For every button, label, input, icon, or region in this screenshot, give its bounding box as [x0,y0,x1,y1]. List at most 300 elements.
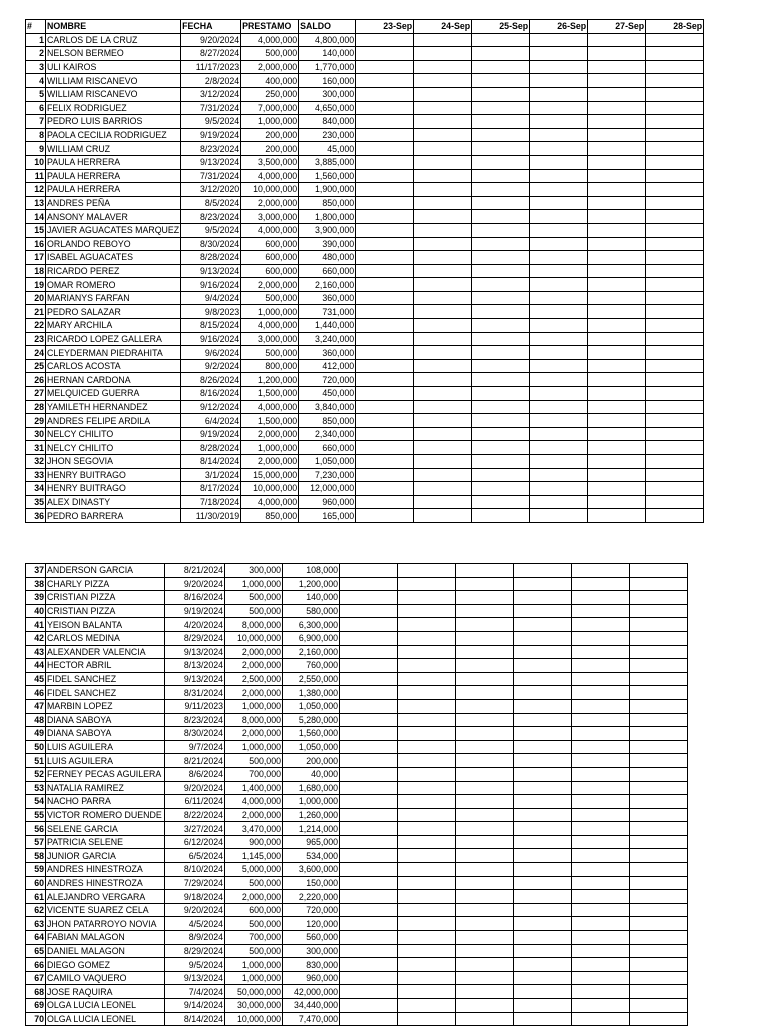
cell-empty-day[interactable] [456,781,514,795]
cell-saldo[interactable]: 6,900,000 [283,631,340,645]
cell-index[interactable]: 18 [26,264,46,278]
cell-empty-day[interactable] [398,808,456,822]
cell-nombre[interactable]: DIANA SABOYA [46,713,165,727]
cell-saldo[interactable]: 165,000 [299,509,356,523]
cell-empty-day[interactable] [398,686,456,700]
cell-saldo[interactable]: 850,000 [299,196,356,210]
cell-index[interactable]: 23 [26,332,46,346]
cell-saldo[interactable]: 3,885,000 [299,155,356,169]
cell-nombre[interactable]: DANIEL MALAGON [46,944,165,958]
cell-empty-day[interactable] [414,87,472,101]
header-saldo[interactable]: SALDO [299,20,356,34]
cell-empty-day[interactable] [398,985,456,999]
cell-empty-day[interactable] [530,346,588,360]
cell-nombre[interactable]: OLGA LUCIA LEONEL [46,1012,165,1026]
cell-empty-day[interactable] [572,781,630,795]
cell-empty-day[interactable] [356,278,414,292]
cell-empty-day[interactable] [514,808,572,822]
cell-fecha[interactable]: 9/18/2024 [165,890,225,904]
cell-empty-day[interactable] [514,917,572,931]
cell-empty-day[interactable] [340,631,398,645]
cell-empty-day[interactable] [588,183,646,197]
cell-fecha[interactable]: 6/12/2024 [165,835,225,849]
cell-empty-day[interactable] [630,699,688,713]
cell-prestamo[interactable]: 500,000 [225,604,283,618]
cell-empty-day[interactable] [588,87,646,101]
cell-index[interactable]: 17 [26,251,46,265]
cell-empty-day[interactable] [414,264,472,278]
cell-empty-day[interactable] [398,713,456,727]
cell-nombre[interactable]: JHON PATARROYO NOVIA [46,917,165,931]
cell-empty-day[interactable] [356,482,414,496]
cell-empty-day[interactable] [414,251,472,265]
cell-fecha[interactable]: 8/21/2024 [165,564,225,578]
cell-empty-day[interactable] [572,713,630,727]
cell-prestamo[interactable]: 600,000 [241,251,299,265]
cell-empty-day[interactable] [530,183,588,197]
cell-empty-day[interactable] [588,319,646,333]
cell-empty-day[interactable] [530,87,588,101]
cell-index[interactable]: 59 [26,863,46,877]
cell-empty-day[interactable] [588,387,646,401]
cell-empty-day[interactable] [572,944,630,958]
cell-fecha[interactable]: 4/20/2024 [165,618,225,632]
cell-empty-day[interactable] [514,999,572,1013]
cell-empty-day[interactable] [398,659,456,673]
cell-empty-day[interactable] [572,795,630,809]
cell-empty-day[interactable] [588,264,646,278]
cell-empty-day[interactable] [472,47,530,61]
cell-empty-day[interactable] [630,903,688,917]
cell-saldo[interactable]: 7,230,000 [299,468,356,482]
cell-prestamo[interactable]: 4,000,000 [241,319,299,333]
cell-prestamo[interactable]: 50,000,000 [225,985,283,999]
cell-empty-day[interactable] [398,903,456,917]
cell-empty-day[interactable] [340,849,398,863]
cell-empty-day[interactable] [588,414,646,428]
cell-prestamo[interactable]: 4,000,000 [241,33,299,47]
cell-empty-day[interactable] [456,944,514,958]
cell-prestamo[interactable]: 500,000 [241,346,299,360]
cell-empty-day[interactable] [414,196,472,210]
cell-saldo[interactable]: 2,550,000 [283,672,340,686]
cell-index[interactable]: 55 [26,808,46,822]
cell-empty-day[interactable] [630,672,688,686]
cell-empty-day[interactable] [472,210,530,224]
cell-empty-day[interactable] [356,183,414,197]
cell-index[interactable]: 61 [26,890,46,904]
cell-saldo[interactable]: 480,000 [299,251,356,265]
cell-nombre[interactable]: FELIX RODRIGUEZ [46,101,181,115]
cell-empty-day[interactable] [356,74,414,88]
cell-empty-day[interactable] [572,767,630,781]
cell-empty-day[interactable] [630,808,688,822]
cell-fecha[interactable]: 8/14/2024 [181,455,241,469]
cell-fecha[interactable]: 9/14/2024 [165,999,225,1013]
header-date-23-sep[interactable]: 23-Sep [356,20,414,34]
cell-prestamo[interactable]: 2,000,000 [241,60,299,74]
cell-nombre[interactable]: NACHO PARRA [46,795,165,809]
cell-empty-day[interactable] [630,835,688,849]
header-index[interactable]: # [26,20,46,34]
cell-fecha[interactable]: 9/16/2024 [181,332,241,346]
cell-nombre[interactable]: ALEXANDER VALENCIA [46,645,165,659]
cell-empty-day[interactable] [456,863,514,877]
cell-empty-day[interactable] [646,128,704,142]
cell-empty-day[interactable] [530,441,588,455]
cell-empty-day[interactable] [588,278,646,292]
cell-empty-day[interactable] [630,577,688,591]
cell-empty-day[interactable] [630,659,688,673]
cell-prestamo[interactable]: 500,000 [225,917,283,931]
cell-empty-day[interactable] [340,645,398,659]
cell-fecha[interactable]: 9/19/2024 [165,604,225,618]
cell-empty-day[interactable] [340,944,398,958]
cell-empty-day[interactable] [414,319,472,333]
cell-empty-day[interactable] [630,999,688,1013]
cell-index[interactable]: 64 [26,931,46,945]
cell-index[interactable]: 54 [26,795,46,809]
cell-saldo[interactable]: 1,214,000 [283,822,340,836]
cell-empty-day[interactable] [356,169,414,183]
cell-prestamo[interactable]: 1,145,000 [225,849,283,863]
cell-empty-day[interactable] [456,822,514,836]
cell-empty-day[interactable] [630,781,688,795]
cell-index[interactable]: 13 [26,196,46,210]
cell-fecha[interactable]: 11/30/2019 [181,509,241,523]
cell-nombre[interactable]: YAMILETH HERNANDEZ [46,400,181,414]
cell-empty-day[interactable] [514,849,572,863]
cell-index[interactable]: 70 [26,1012,46,1026]
cell-saldo[interactable]: 1,800,000 [299,210,356,224]
cell-nombre[interactable]: JHON SEGOVIA [46,455,181,469]
cell-index[interactable]: 57 [26,835,46,849]
cell-nombre[interactable]: MARY ARCHILA [46,319,181,333]
cell-nombre[interactable]: WILLIAM CRUZ [46,142,181,156]
cell-saldo[interactable]: 450,000 [299,387,356,401]
cell-empty-day[interactable] [340,686,398,700]
cell-empty-day[interactable] [514,591,572,605]
cell-prestamo[interactable]: 3,500,000 [241,155,299,169]
cell-empty-day[interactable] [414,387,472,401]
cell-prestamo[interactable]: 2,000,000 [241,196,299,210]
cell-empty-day[interactable] [646,33,704,47]
cell-saldo[interactable]: 412,000 [299,359,356,373]
cell-saldo[interactable]: 160,000 [299,74,356,88]
cell-empty-day[interactable] [572,754,630,768]
cell-empty-day[interactable] [646,291,704,305]
cell-empty-day[interactable] [646,60,704,74]
cell-empty-day[interactable] [472,427,530,441]
cell-index[interactable]: 34 [26,482,46,496]
cell-nombre[interactable]: CARLOS DE LA CRUZ [46,33,181,47]
cell-empty-day[interactable] [588,291,646,305]
cell-nombre[interactable]: ULI KAIROS [46,60,181,74]
cell-fecha[interactable]: 8/14/2024 [165,1012,225,1026]
cell-fecha[interactable]: 11/17/2023 [181,60,241,74]
cell-index[interactable]: 48 [26,713,46,727]
cell-prestamo[interactable]: 600,000 [225,903,283,917]
cell-index[interactable]: 38 [26,577,46,591]
cell-empty-day[interactable] [472,101,530,115]
cell-empty-day[interactable] [530,74,588,88]
cell-index[interactable]: 69 [26,999,46,1013]
cell-empty-day[interactable] [472,155,530,169]
cell-empty-day[interactable] [398,958,456,972]
cell-prestamo[interactable]: 10,000,000 [241,482,299,496]
cell-nombre[interactable]: WILLIAM RISCANEVO [46,87,181,101]
cell-empty-day[interactable] [572,577,630,591]
cell-fecha[interactable]: 8/16/2024 [165,591,225,605]
cell-empty-day[interactable] [530,468,588,482]
cell-empty-day[interactable] [530,305,588,319]
cell-empty-day[interactable] [646,373,704,387]
cell-prestamo[interactable]: 200,000 [241,142,299,156]
cell-empty-day[interactable] [630,727,688,741]
cell-empty-day[interactable] [414,468,472,482]
cell-empty-day[interactable] [414,509,472,523]
cell-index[interactable]: 45 [26,672,46,686]
cell-empty-day[interactable] [646,74,704,88]
cell-empty-day[interactable] [398,849,456,863]
cell-empty-day[interactable] [398,767,456,781]
cell-empty-day[interactable] [530,400,588,414]
cell-prestamo[interactable]: 500,000 [225,944,283,958]
cell-fecha[interactable]: 9/4/2024 [181,291,241,305]
cell-empty-day[interactable] [356,223,414,237]
cell-saldo[interactable]: 580,000 [283,604,340,618]
cell-empty-day[interactable] [398,822,456,836]
cell-empty-day[interactable] [514,903,572,917]
cell-empty-day[interactable] [472,400,530,414]
cell-index[interactable]: 29 [26,414,46,428]
cell-fecha[interactable]: 9/20/2024 [181,33,241,47]
cell-prestamo[interactable]: 700,000 [225,767,283,781]
cell-index[interactable]: 2 [26,47,46,61]
cell-empty-day[interactable] [572,999,630,1013]
cell-empty-day[interactable] [530,196,588,210]
cell-nombre[interactable]: MARIANYS FARFAN [46,291,181,305]
cell-empty-day[interactable] [572,931,630,945]
cell-empty-day[interactable] [414,60,472,74]
cell-index[interactable]: 14 [26,210,46,224]
cell-empty-day[interactable] [514,958,572,972]
cell-empty-day[interactable] [398,604,456,618]
cell-saldo[interactable]: 12,000,000 [299,482,356,496]
cell-empty-day[interactable] [356,305,414,319]
cell-empty-day[interactable] [414,74,472,88]
cell-prestamo[interactable]: 800,000 [241,359,299,373]
cell-nombre[interactable]: JOSE RAQUIRA [46,985,165,999]
cell-saldo[interactable]: 34,440,000 [283,999,340,1013]
cell-fecha[interactable]: 7/18/2024 [181,495,241,509]
cell-saldo[interactable]: 150,000 [283,876,340,890]
cell-empty-day[interactable] [530,264,588,278]
cell-empty-day[interactable] [472,509,530,523]
cell-empty-day[interactable] [472,237,530,251]
cell-prestamo[interactable]: 500,000 [225,591,283,605]
cell-empty-day[interactable] [356,251,414,265]
cell-index[interactable]: 31 [26,441,46,455]
cell-empty-day[interactable] [530,60,588,74]
cell-empty-day[interactable] [588,237,646,251]
cell-empty-day[interactable] [646,264,704,278]
cell-index[interactable]: 10 [26,155,46,169]
cell-empty-day[interactable] [572,917,630,931]
cell-empty-day[interactable] [340,767,398,781]
cell-empty-day[interactable] [572,699,630,713]
cell-empty-day[interactable] [646,223,704,237]
cell-saldo[interactable]: 4,650,000 [299,101,356,115]
cell-empty-day[interactable] [588,251,646,265]
cell-empty-day[interactable] [414,373,472,387]
cell-index[interactable]: 56 [26,822,46,836]
cell-empty-day[interactable] [646,278,704,292]
cell-fecha[interactable]: 8/9/2024 [165,931,225,945]
cell-empty-day[interactable] [356,332,414,346]
cell-empty-day[interactable] [588,155,646,169]
cell-saldo[interactable]: 1,200,000 [283,577,340,591]
cell-empty-day[interactable] [456,727,514,741]
cell-empty-day[interactable] [414,291,472,305]
cell-empty-day[interactable] [588,101,646,115]
cell-empty-day[interactable] [398,699,456,713]
cell-nombre[interactable]: ANDRES FELIPE ARDILA [46,414,181,428]
cell-nombre[interactable]: JAVIER AGUACATES MARQUEZ [47,225,180,236]
cell-nombre[interactable]: ORLANDO REBOYO [46,237,181,251]
cell-fecha[interactable]: 9/5/2024 [181,115,241,129]
cell-fecha[interactable]: 9/13/2024 [165,672,225,686]
cell-index[interactable]: 26 [26,373,46,387]
cell-prestamo[interactable]: 4,000,000 [241,495,299,509]
cell-index[interactable]: 62 [26,903,46,917]
cell-fecha[interactable]: 8/22/2024 [165,808,225,822]
cell-empty-day[interactable] [530,482,588,496]
cell-index[interactable]: 30 [26,427,46,441]
cell-empty-day[interactable] [356,196,414,210]
cell-empty-day[interactable] [398,631,456,645]
cell-fecha[interactable]: 8/30/2024 [181,237,241,251]
cell-fecha[interactable]: 8/23/2024 [165,713,225,727]
cell-empty-day[interactable] [398,672,456,686]
cell-empty-day[interactable] [356,87,414,101]
cell-empty-day[interactable] [456,917,514,931]
cell-empty-day[interactable] [356,142,414,156]
cell-saldo[interactable]: 2,220,000 [283,890,340,904]
cell-empty-day[interactable] [588,482,646,496]
cell-index[interactable]: 52 [26,767,46,781]
cell-empty-day[interactable] [414,332,472,346]
cell-empty-day[interactable] [630,971,688,985]
cell-empty-day[interactable] [340,754,398,768]
cell-empty-day[interactable] [630,754,688,768]
cell-prestamo[interactable]: 4,000,000 [241,223,299,237]
cell-empty-day[interactable] [630,591,688,605]
cell-empty-day[interactable] [472,441,530,455]
cell-fecha[interactable]: 3/1/2024 [181,468,241,482]
cell-fecha[interactable]: 9/7/2024 [165,740,225,754]
cell-saldo[interactable]: 140,000 [283,591,340,605]
cell-empty-day[interactable] [356,387,414,401]
cell-empty-day[interactable] [514,985,572,999]
cell-prestamo[interactable]: 250,000 [241,87,299,101]
cell-empty-day[interactable] [530,373,588,387]
cell-index[interactable]: 65 [26,944,46,958]
cell-index[interactable]: 1 [26,33,46,47]
cell-prestamo[interactable]: 1,000,000 [225,577,283,591]
cell-empty-day[interactable] [414,278,472,292]
cell-empty-day[interactable] [456,591,514,605]
cell-empty-day[interactable] [356,373,414,387]
cell-nombre[interactable]: FIDEL SANCHEZ [46,686,165,700]
cell-empty-day[interactable] [456,767,514,781]
cell-empty-day[interactable] [572,876,630,890]
cell-prestamo[interactable]: 1,000,000 [225,971,283,985]
header-prestamo[interactable]: PRESTAMO [241,20,299,34]
cell-empty-day[interactable] [630,713,688,727]
cell-empty-day[interactable] [646,414,704,428]
cell-empty-day[interactable] [530,101,588,115]
cell-saldo[interactable]: 5,280,000 [283,713,340,727]
cell-empty-day[interactable] [398,944,456,958]
cell-index[interactable]: 46 [26,686,46,700]
cell-nombre[interactable]: ANDRES HINESTROZA [46,876,165,890]
cell-saldo[interactable]: 840,000 [299,115,356,129]
cell-index[interactable]: 36 [26,509,46,523]
cell-fecha[interactable]: 8/5/2024 [181,196,241,210]
cell-prestamo[interactable]: 4,000,000 [241,169,299,183]
cell-empty-day[interactable] [646,237,704,251]
cell-empty-day[interactable] [646,468,704,482]
cell-prestamo[interactable]: 500,000 [225,876,283,890]
cell-prestamo[interactable]: 600,000 [241,264,299,278]
cell-empty-day[interactable] [456,903,514,917]
cell-fecha[interactable]: 9/5/2024 [165,958,225,972]
cell-empty-day[interactable] [398,890,456,904]
cell-empty-day[interactable] [514,618,572,632]
cell-saldo[interactable]: 1,440,000 [299,319,356,333]
cell-nombre[interactable]: PEDRO SALAZAR [46,305,181,319]
cell-empty-day[interactable] [356,495,414,509]
cell-nombre[interactable]: CRISTIAN PIZZA [46,604,165,618]
cell-empty-day[interactable] [340,808,398,822]
cell-fecha[interactable]: 7/4/2024 [165,985,225,999]
cell-prestamo[interactable]: 1,000,000 [241,441,299,455]
cell-empty-day[interactable] [398,645,456,659]
cell-index[interactable]: 20 [26,291,46,305]
cell-empty-day[interactable] [340,958,398,972]
cell-prestamo[interactable]: 400,000 [241,74,299,88]
cell-empty-day[interactable] [646,509,704,523]
cell-saldo[interactable]: 1,560,000 [283,727,340,741]
cell-empty-day[interactable] [530,495,588,509]
cell-nombre[interactable]: ALEX DINASTY [46,495,181,509]
cell-fecha[interactable]: 9/20/2024 [165,781,225,795]
cell-empty-day[interactable] [530,169,588,183]
cell-empty-day[interactable] [646,101,704,115]
cell-empty-day[interactable] [646,332,704,346]
cell-index[interactable]: 44 [26,659,46,673]
cell-empty-day[interactable] [630,822,688,836]
cell-empty-day[interactable] [514,890,572,904]
cell-empty-day[interactable] [514,604,572,618]
cell-empty-day[interactable] [588,169,646,183]
cell-empty-day[interactable] [340,591,398,605]
cell-fecha[interactable]: 9/12/2024 [181,400,241,414]
header-date-24-sep[interactable]: 24-Sep [414,20,472,34]
cell-index[interactable]: 43 [26,645,46,659]
cell-empty-day[interactable] [472,387,530,401]
